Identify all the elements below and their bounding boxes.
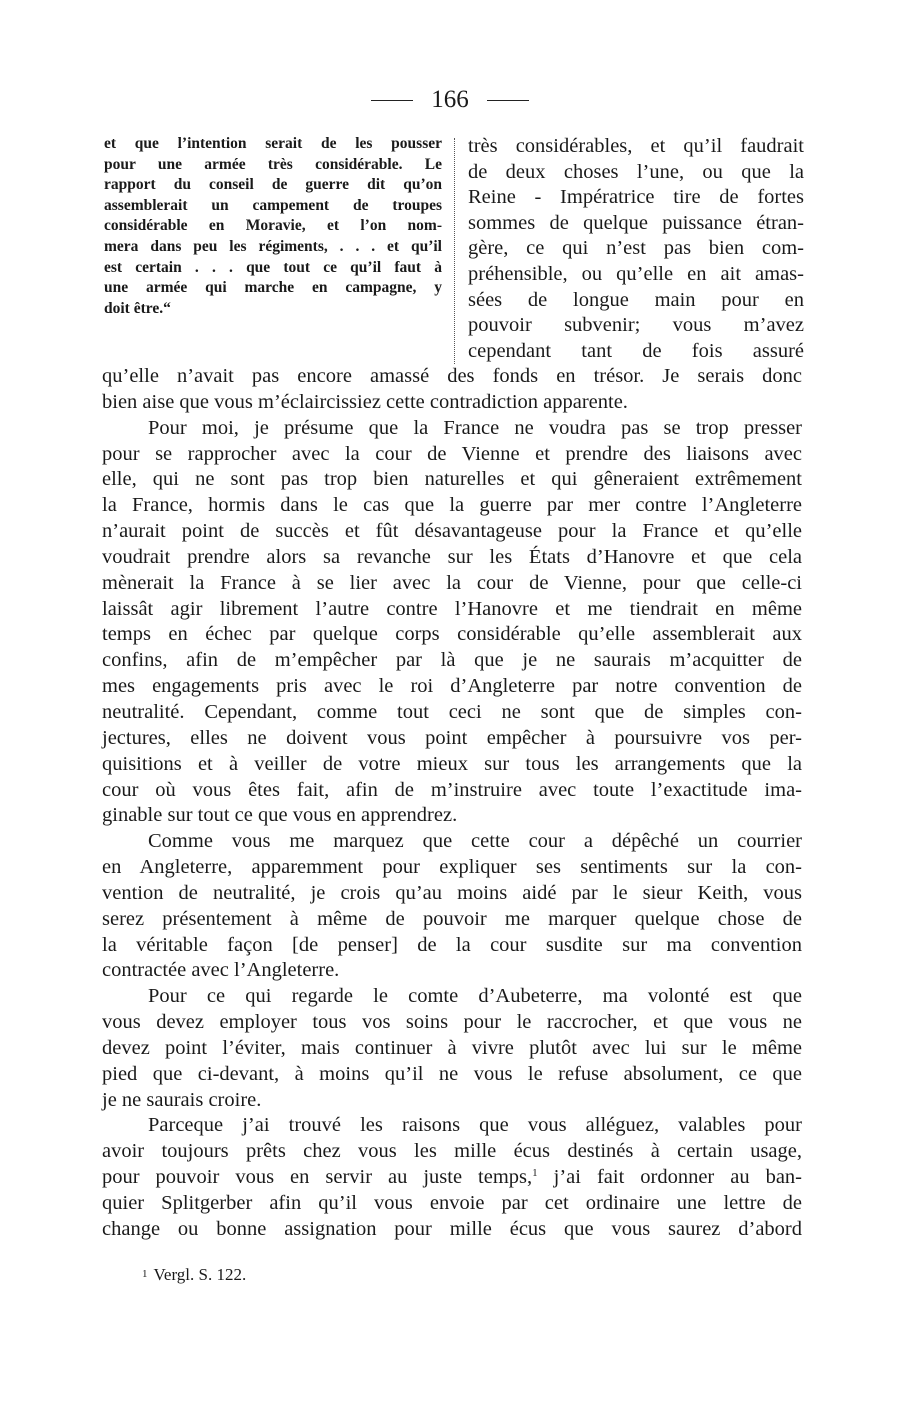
body-line: laissât agir librement l’autre contre l’Hanovre et me tiendrait en même bbox=[102, 597, 802, 620]
left-line: rapport du conseil de guerre dit qu’on bbox=[104, 176, 442, 194]
body-line: cour où vous êtes fait, afin de m’instruire avec toute l’exactitude ima- bbox=[102, 778, 802, 801]
body-line: bien aise que vous m’éclaircissiez cette contradiction apparente. bbox=[102, 390, 628, 413]
body-line: confins, afin de m’empêcher par là que je ne saurais m’acquitter de bbox=[102, 649, 802, 672]
body-line: pied que ci-devant, à moins qu’il ne vous le refuse absolument, ce que bbox=[102, 1062, 802, 1085]
header-rule-left bbox=[371, 100, 413, 101]
body-line-with-footnote bbox=[102, 1165, 802, 1191]
body-line: en Angleterre, apparemment pour expliquer ses sentiments sur la con- bbox=[102, 856, 802, 879]
body-line: temps en échec par quelque corps considérable qu’elle assemblerait aux bbox=[102, 623, 802, 646]
body-line: Pour ce qui regarde le comte d’Aubeterre, ma volonté est que bbox=[148, 985, 802, 1008]
body-line: qu’elle n’avait pas encore amassé des fonds en trésor. Je serais donc bbox=[102, 365, 802, 387]
body-line: Comme vous me marquez que cette cour a dépêché un courrier bbox=[148, 830, 802, 853]
footnote-reference[interactable]: 1 bbox=[532, 1167, 538, 1180]
body-line: mes engagements pris avec le roi d’Angleterre par notre convention de bbox=[102, 675, 802, 698]
body-line: elle, qui ne sont pas trop bien naturelles et qui gêneraient extrêmement bbox=[102, 468, 802, 491]
body-line: la véritable façon [de penser] de la cour susdite sur ma convention bbox=[102, 933, 802, 956]
right-line: gère, ce qui n’est pas bien com- bbox=[468, 237, 804, 260]
left-line: une armée qui marche en campagne, y bbox=[104, 279, 442, 297]
body-line: je ne saurais croire. bbox=[102, 1088, 262, 1111]
body-line: ginable sur tout ce que vous en apprendrez. bbox=[102, 804, 458, 827]
right-line: cependant tant de fois assuré bbox=[468, 339, 804, 362]
body-line: jectures, elles ne doivent vous point empêcher à poursuivre vos per- bbox=[102, 726, 802, 749]
body-line: Pour moi, je présume que la France ne voudra pas se trop presser bbox=[148, 416, 802, 439]
footnote-text: Vergl. S. 122. bbox=[153, 1265, 247, 1284]
right-line: sées de longue main pour en bbox=[468, 288, 804, 311]
body-line-part: j’ai fait ordonner au ban- bbox=[537, 1166, 802, 1189]
right-line: sommes de quelque puissance étran- bbox=[468, 211, 804, 234]
body-line: serez présentement à même de pouvoir me marquer quelque chose de bbox=[102, 907, 802, 930]
page-number: 166 bbox=[431, 86, 469, 113]
right-line: très considérables, et qu’il faudrait bbox=[468, 135, 804, 157]
body-line: Parceque j’ai trouvé les raisons que vous alléguez, valables pour bbox=[148, 1114, 802, 1137]
left-line: et que l’intention serait de les pousser bbox=[104, 135, 442, 152]
left-line: est certain . . . que tout ce qu’il faut à bbox=[104, 258, 442, 276]
body-line: quier Splitgerber afin qu’il vous envoie par cet ordinaire une lettre de bbox=[102, 1192, 802, 1214]
body-line: vention de neutralité, je crois qu’au moins aidé par le sieur Keith, vous bbox=[102, 881, 802, 904]
body-line: neutralité. Cependant, comme tout ceci ne sont que de simples con- bbox=[102, 700, 802, 723]
page-header bbox=[0, 86, 900, 114]
footnote-mark: 1 bbox=[142, 1268, 148, 1280]
body-line: devez point l’éviter, mais continuer à vivre plutôt avec lui sur le même bbox=[102, 1036, 802, 1059]
right-line: de deux choses l’une, ou que la bbox=[468, 160, 804, 183]
body-line: vous devez employer tous vos soins pour le raccrocher, et que vous ne bbox=[102, 1011, 802, 1034]
body-line: pour se rapprocher avec la cour de Vienne et prendre des liaisons avec bbox=[102, 442, 802, 465]
left-line: assemblerait un campement de troupes bbox=[104, 196, 442, 214]
column-divider bbox=[454, 138, 455, 364]
body-line: la France, hormis dans le cas que la guerre par mer contre l’Angleterre bbox=[102, 494, 802, 517]
right-column-text bbox=[468, 134, 804, 364]
left-column-quote bbox=[104, 134, 442, 319]
right-line: Reine - Impératrice tire de fortes bbox=[468, 186, 804, 209]
body-line-part: pour pouvoir vous en servir au juste temps, bbox=[102, 1166, 533, 1189]
body-line: quisitions et à veiller de votre mieux sur tous les arrangements que la bbox=[102, 752, 802, 775]
body-line: contractée avec l’Angleterre. bbox=[102, 959, 340, 982]
left-line: doit être.“ bbox=[104, 299, 171, 317]
body-text bbox=[102, 364, 802, 1243]
two-column-section bbox=[104, 134, 804, 364]
body-line: n’aurait point de succès et fût désavantageuse pour la France et qu’elle bbox=[102, 520, 802, 543]
right-line: pouvoir subvenir; vous m’avez bbox=[468, 314, 804, 337]
body-line: change ou bonne assignation pour mille écus que vous saurez d’abord bbox=[102, 1217, 802, 1240]
left-line: considérable en Moravie, et l’on nom- bbox=[104, 217, 442, 235]
body-line: mènerait la France à se lier avec la cour de Vienne, pour que celle-ci bbox=[102, 571, 802, 594]
body-line: voudrait prendre alors sa revanche sur les États d’Hanovre et que cela bbox=[102, 545, 802, 568]
right-line: préhensible, ou qu’elle en ait amas- bbox=[468, 262, 804, 285]
header-rule-right bbox=[487, 100, 529, 101]
left-line: mera dans peu les régiments, . . . et qu’il bbox=[104, 237, 442, 255]
footnote bbox=[142, 1264, 246, 1285]
body-line: avoir toujours prêts chez vous les mille écus destinés à certain usage, bbox=[102, 1140, 802, 1163]
left-line: pour une armée très considérable. Le bbox=[104, 155, 442, 173]
